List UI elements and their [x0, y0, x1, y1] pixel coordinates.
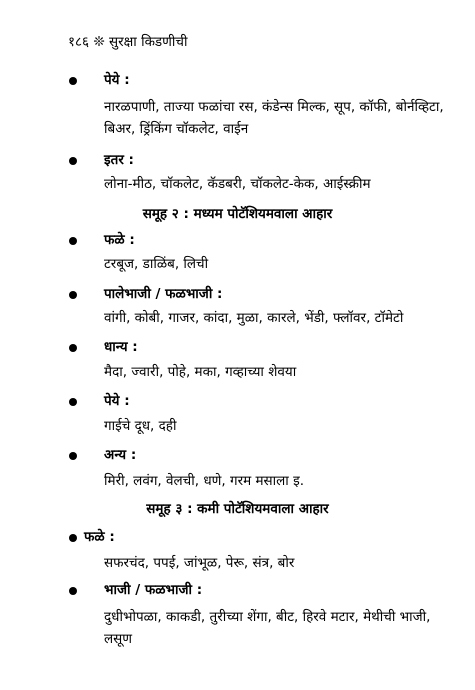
bullet-icon [69, 534, 77, 542]
page-header: १८६ ❊ सुरक्षा किडणीची [68, 34, 188, 50]
section-heading: समूह २ : मध्यम पोटॅशियमवाला आहार [142, 206, 333, 222]
group-items: गाईचे दूध, दही [104, 418, 177, 434]
group-title: फळे : [104, 232, 135, 248]
group-title: पेये : [104, 72, 130, 88]
bullet-icon [69, 344, 77, 352]
group-items: टरबूज, डाळिंब, लिची [104, 256, 209, 272]
bullet-icon [69, 291, 77, 299]
group-title: पालेभाजी / फळभाजी : [104, 286, 223, 302]
section-heading: समूह ३ : कमी पोटॅशियमवाला आहार [146, 501, 329, 517]
group-title: धान्य : [104, 339, 138, 355]
bullet-icon [69, 587, 77, 595]
bullet-icon [69, 237, 77, 245]
bullet-icon [69, 452, 77, 460]
group-title: अन्य : [104, 447, 137, 463]
group-items: नारळपाणी, ताज्या फळांचा रस, कंडेन्स मिल्क, सूप, कॉफी, बोर्नव्हिटा, बिअर, ड्रिंकिंग चॉकलेट, वाईन [104, 99, 444, 137]
group-items: वांगी, कोबी, गाजर, कांदा, मुळा, कारले, भेंडी, फ्लॉवर, टॉमेटो [104, 310, 404, 326]
bullet-icon [69, 398, 77, 406]
group-items: लोना-मीठ, चॉकलेट, कॅडबरी, चॉकलेट-केक, आईस्क्रीम [104, 176, 371, 192]
group-items: मिरी, लवंग, वेलची, धणे, गरम मसाला इ. [104, 473, 305, 489]
bullet-icon [69, 77, 77, 85]
group-items: सफरचंद, पपई, जांभूळ, पेरू, संत्र, बोर [104, 555, 295, 571]
group-title: फळे : [84, 529, 115, 545]
group-items: मैदा, ज्वारी, पोहे, मका, गव्हाच्या शेवया [104, 364, 297, 380]
group-title: भाजी / फळभाजी : [104, 582, 203, 598]
group-items: दुधीभोपळा, काकडी, तुरीच्या शेंगा, बीट, हिरवे मटार, मेथीची भाजी, लसूण [104, 609, 431, 647]
group-title: पेये : [104, 393, 130, 409]
group-title: इतर : [104, 152, 134, 168]
bullet-icon [69, 157, 77, 165]
